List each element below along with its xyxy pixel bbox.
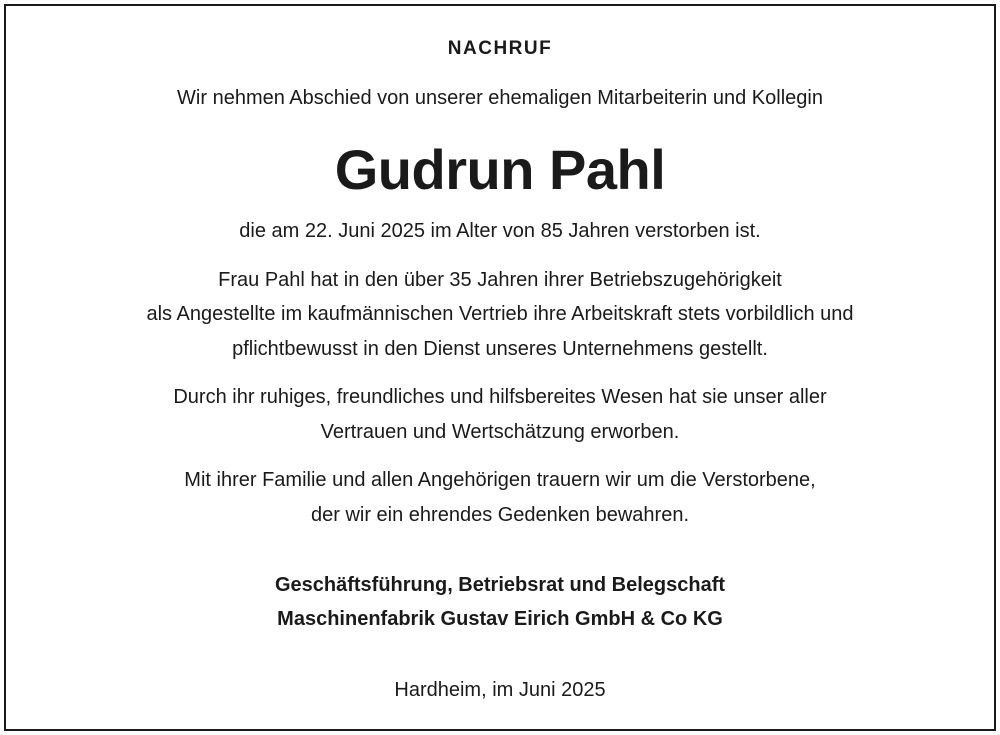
signature-company: Maschinenfabrik Gustav Eirich GmbH & Co KG (277, 608, 723, 630)
notice-heading: NACHRUF (447, 38, 553, 59)
place-and-date: Hardheim, im Juni 2025 (394, 679, 606, 701)
death-date-line: die am 22. Juni 2025 im Alter von 85 Jahren verstorben ist. (239, 220, 761, 242)
signature-line-1: Geschäftsführung, Betriebsrat und Belegschaft (274, 574, 726, 596)
intro-line: Wir nehmen Abschied von unserer ehemaligen Mitarbeiterin und Kollegin (177, 87, 823, 109)
paragraph-1-line-1: Frau Pahl hat in den über 35 Jahren ihrer Betriebszugehörigkeit (218, 269, 782, 291)
deceased-name: Gudrun Pahl (334, 138, 666, 201)
paragraph-3-line-1: Mit ihrer Familie und allen Angehörigen trauern wir um die Verstorbene, (184, 469, 816, 491)
paragraph-2-line-2: Vertrauen und Wertschätzung erworben. (320, 421, 680, 443)
paragraph-1-line-3: pflichtbewusst in den Dienst unseres Unternehmens gestellt. (232, 338, 768, 360)
paragraph-3-line-2: der wir ein ehrendes Gedenken bewahren. (310, 504, 690, 526)
paragraph-1-line-2: als Angestellte im kaufmännischen Vertrieb ihre Arbeitskraft stets vorbildlich und (146, 303, 854, 325)
paragraph-2-line-1: Durch ihr ruhiges, freundliches und hilfsbereites Wesen hat sie unser aller (173, 386, 827, 408)
